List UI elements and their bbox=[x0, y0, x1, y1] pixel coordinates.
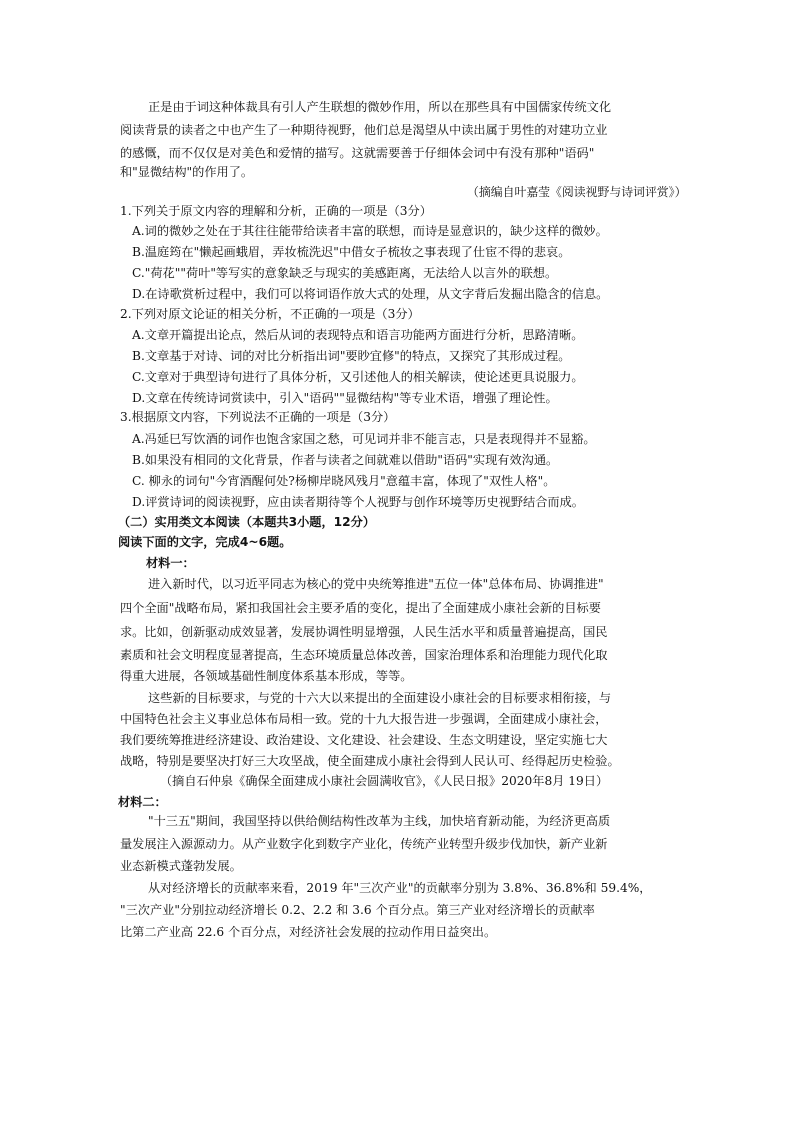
material-2-line: "三次产业"分别拉动经济增长 0.2、2.2 和 3.6 个百分点。第三产业对经济增长的贡献率 bbox=[120, 903, 595, 917]
passage-line: 的感慨，而不仅仅是对美色和爱情的描写。这就需要善于仔细体会词中有没有那种"语码" bbox=[120, 146, 595, 160]
material-2-line: 量发展注入源源动力。从产业数字化到数字产业化，传统产业转型升级步伐加快，新产业新 bbox=[120, 837, 608, 851]
question-1-option-c: C."荷花""荷叶"等写实的意象缺乏与现实的美感距离，无法给人以言外的联想。 bbox=[132, 266, 558, 280]
material-1-line: 得重大进展，各领域基础性制度体系基本形成，等等。 bbox=[120, 669, 413, 683]
material-1-line: 中国特色社会主义事业总体布局相一致。党的十九大报告进一步强调，全面建成小康社会， bbox=[120, 712, 608, 726]
material-2-line: 比第二产业高 22.6 个百分点，对经济社会发展的拉动作用日益突出。 bbox=[120, 925, 497, 939]
question-3-option-c: C. 柳永的词句"今宵酒醒何处?杨柳岸晓风残月"意蕴丰富，体现了"双性人格"。 bbox=[132, 474, 556, 488]
material-1-line: 战略，特别是要坚决打好三大攻坚战，使全面建成小康社会得到人民认可、经得起历史检验。 bbox=[120, 754, 620, 768]
material-1-line: 我们要统筹推进经济建设、政治建设、文化建设、社会建设、生态文明建设，坚定实施七大 bbox=[120, 733, 608, 747]
material-1-label: 材料一： bbox=[146, 556, 195, 570]
question-3-stem: 3.根据原文内容，下列说法不正确的一项是（3分） bbox=[120, 410, 396, 424]
question-3-option-b: B.如果没有相同的文化背景，作者与读者之间就难以借助"语码"实现有效沟通。 bbox=[132, 453, 559, 467]
question-2-option-a: A.文章开篇提出论点，然后从词的表现特点和语言功能两方面进行分析，思路清晰。 bbox=[132, 328, 584, 342]
material-2-line: "十三五"期间，我国坚持以供给侧结构性改革为主线，加快培育新动能，为经济更高质 bbox=[148, 814, 611, 828]
material-1-source: （摘自石仲泉《确保全面建成小康社会圆满收官》，《人民日报》2020年8月 19日） bbox=[160, 774, 609, 788]
question-1-option-b: B.温庭筠在"懒起画蛾眉，弄妆梳洗迟"中借女子梳妆之事表现了仕宦不得的悲哀。 bbox=[132, 245, 571, 259]
question-3-option-a: A.冯延巳写饮酒的词作也饱含家国之愁，可见词并非不能言志，只是表现得并不显豁。 bbox=[132, 432, 596, 446]
material-1-line: 素质和社会文明程度显著提高，生态环境质量总体改善，国家治理体系和治理能力现代化取 bbox=[120, 648, 608, 662]
material-1-line: 求。比如，创新驱动成效显著，发展协调性明显增强，人民生活水平和质量普遍提高，国民 bbox=[120, 625, 608, 639]
question-2-option-d: D.文章在传统诗词赏读中，引入"语码""显微结构"等专业术语，增强了理论性。 bbox=[132, 391, 558, 405]
passage-line: 正是由于词这种体裁具有引人产生联想的微妙作用，所以在那些具有中国儒家传统文化 bbox=[148, 100, 612, 114]
question-1-option-d: D.在诗歌赏析过程中，我们可以将词语作放大式的处理，从文字背后发掘出隐含的信息。 bbox=[132, 287, 609, 301]
passage-source: （摘编自叶嘉莹《阅读视野与诗词评赏》） bbox=[466, 185, 686, 199]
section-heading: （二）实用类文本阅读（本题共3小题，12分） bbox=[118, 515, 376, 529]
passage-line: 和"显微结构"的作用了。 bbox=[120, 165, 254, 179]
question-2-option-b: B.文章基于对诗、词的对比分析指出词"要眇宜修"的特点，又探究了其形成过程。 bbox=[132, 349, 571, 363]
section-instruction: 阅读下面的文字，完成4~6题。 bbox=[118, 535, 292, 549]
material-1-line: 四个全面"战略布局，紧扣我国社会主要矛盾的变化，提出了全面建成小康社会新的目标要 bbox=[120, 601, 601, 615]
material-2-line: 业态新模式蓬勃发展。 bbox=[120, 859, 242, 873]
material-2-label: 材料二： bbox=[118, 795, 167, 809]
passage-line: 阅读背景的读者之中也产生了一种期待视野，他们总是渴望从中读出属于男性的对建功立业 bbox=[120, 123, 608, 137]
material-1-line: 进入新时代，以习近平同志为核心的党中央统筹推进"五位一体"总体布局、协调推进" bbox=[148, 577, 604, 591]
question-2-stem: 2.下列对原文论证的相关分析，不正确的一项是（3分） bbox=[120, 307, 420, 321]
material-2-line: 从对经济增长的贡献率来看，2019 年"三次产业"的贡献率分别为 3.8%、36.8%和 59.4%， bbox=[148, 881, 652, 895]
question-1-option-a: A.词的微妙之处在于其往往能带给读者丰富的联想，而诗是显意识的，缺少这样的微妙。 bbox=[132, 224, 608, 238]
material-1-line: 这些新的目标要求，与党的十六大以来提出的全面建设小康社会的目标要求相衔接，与 bbox=[148, 691, 612, 705]
question-3-option-d: D.评赏诗词的阅读视野，应由读者期待等个人视野与创作环境等历史视野结合而成。 bbox=[132, 495, 584, 509]
question-2-option-c: C.文章对于典型诗句进行了具体分析，又引述他人的相关解读，使论述更具说服力。 bbox=[132, 370, 584, 384]
question-1-stem: 1.下列关于原文内容的理解和分析，正确的一项是（3分） bbox=[120, 204, 432, 218]
